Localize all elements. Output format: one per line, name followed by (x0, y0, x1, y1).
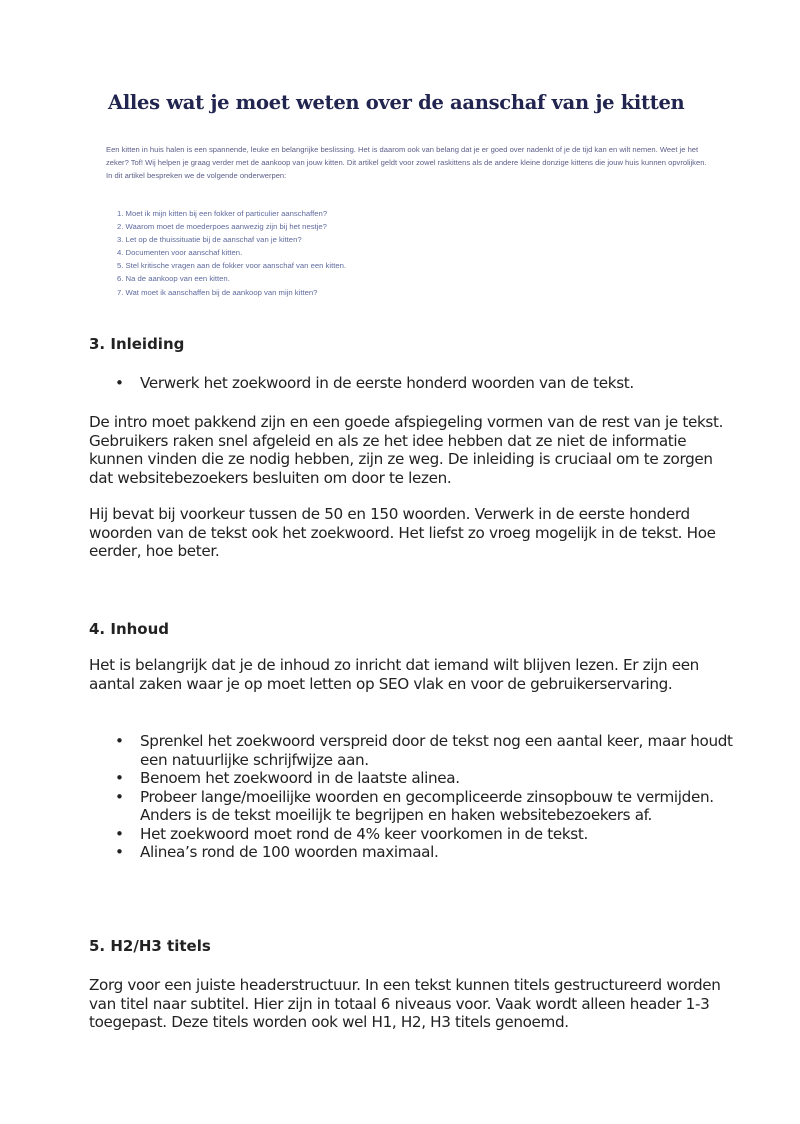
article-toc (117, 207, 720, 299)
paragraph: Hij bevat bij voorkeur tussen de 50 en 150 woorden. Verwerk in de eerste honderd woorden van de tekst ook het zoekwoord. Het liefst zo vroeg mogelijk in de tekst. Hoe eerder, hoe beter. (89, 505, 716, 560)
bullet-item: • Probeer lange/moeilijke woorden en gecompliceerde zinsopbouw te vermijden. Anders is de tekst moeilijk te begrijpen en haken websitebezoekers af. (89, 788, 739, 825)
heading-inleiding: 3. Inleiding (89, 335, 185, 353)
toc-item: 7. Wat moet ik aanschaffen bij de aankoop van mijn kitten? (117, 287, 318, 297)
bullet-item: • Benoem het zoekwoord in de laatste alinea. (89, 769, 739, 788)
article-title: Alles wat je moet weten over de aanschaf van je kitten (108, 91, 685, 114)
inhoud-bullets (89, 732, 739, 862)
embedded-article-screenshot (100, 80, 720, 299)
article-intro: Een kitten in huis halen is een spannende, leuke en belangrijke beslissing. Het is daarom ook van belang dat je er goed over nadenkt of je de tijd kan en wilt nemen. Weet je het zeker? Tof! Wij helpen je graag verder met de aankoop van jouw kitten. Dit artikel geldt voor zowel raskittens als de andere kleine donzige kittens die jouw huis kunnen opvrolijken. In dit artikel bespreken we de volgende onderwerpen: (106, 145, 707, 180)
heading-inhoud: 4. Inhoud (89, 620, 170, 638)
toc-item: 1. Moet ik mijn kitten bij een fokker of particulier aanschaffen? (117, 209, 328, 218)
bullet-item: • Verwerk het zoekwoord in de eerste honderd woorden van de tekst. (89, 374, 739, 393)
inleiding-bullets (89, 374, 739, 393)
paragraph: Het is belangrijk dat je de inhoud zo inricht dat iemand wilt blijven lezen. Er zijn een aantal zaken waar je op moet letten op SEO vlak en voor de gebruikerservaring. (89, 656, 699, 693)
paragraph: Zorg voor een juiste headerstructuur. In een tekst kunnen titels gestructureerd worden van titel naar subtitel. Hier zijn in totaal 6 niveaus voor. Vaak wordt alleen header 1-3 toegepast. Deze titels worden ook wel H1, H2, H3 titels genoemd. (89, 976, 721, 1031)
paragraph: De intro moet pakkend zijn en een goede afspiegeling vormen van de rest van je tekst. Gebruikers raken snel afgeleid en als ze het idee hebben dat ze niet de informatie kunnen vinden die ze nodig hebben, zijn ze weg. De inleiding is cruciaal om te zorgen dat websitebezoekers besluiten om door te lezen. (89, 413, 724, 487)
toc-item: 5. Stel kritische vragen aan de fokker voor aanschaf van een kitten. (117, 261, 347, 271)
toc-item: 2. Waarom moet de moederpoes aanwezig zijn bij het nestje? (117, 222, 327, 232)
bullet-item: • Sprenkel het zoekwoord verspreid door de tekst nog een aantal keer, maar houdt een natuurlijke schrijfwijze aan. (89, 732, 739, 769)
bullet-item: • Het zoekwoord moet rond de 4% keer voorkomen in de tekst. (89, 825, 739, 844)
bullet-item: • Alinea’s rond de 100 woorden maximaal. (89, 843, 739, 862)
heading-titels: 5. H2/H3 titels (89, 937, 211, 955)
toc-item: 6. Na de aankoop van een kitten. (117, 274, 230, 284)
toc-item: 4. Documenten voor aanschaf kitten. (117, 248, 243, 258)
toc-item: 3. Let op de thuissituatie bij de aanschaf van je kitten? (117, 235, 302, 245)
